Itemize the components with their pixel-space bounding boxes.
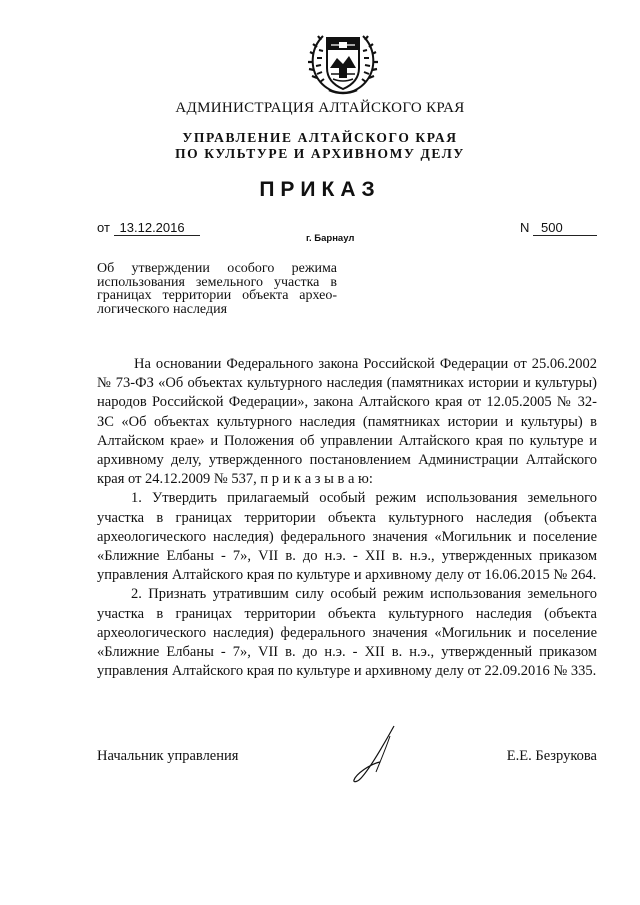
document-type-title: ПРИКАЗ xyxy=(259,178,381,201)
document-subject xyxy=(97,262,337,316)
department-line-2: ПО КУЛЬТУРЕ И АРХИВНОМУ ДЕЛУ xyxy=(175,146,465,161)
subject-line: использования земельного участка в xyxy=(97,274,337,290)
number-prefix: N xyxy=(520,220,530,235)
signatory-title: Начальник управления xyxy=(97,748,239,764)
order-item-1: 1. Утвердить прилагаемый особый режим использования земельного участка в границах территории объекта культурного наследия (объекта археологического наследия) федерального значения «Могильник и поселение «Ближние Елбаны - 7», VII в. до н.э. - XII в. н.э., утвержденных приказом управления Алтайского края по культуре и архивному делу от 16.06.2015 № 264. xyxy=(97,490,597,584)
subject-line: границах территории объекта архео- xyxy=(97,288,337,303)
city-label: г. Барнаул xyxy=(306,233,355,244)
handwritten-signature xyxy=(346,722,402,784)
signatory-name: Е.Е. Безрукова xyxy=(506,748,597,764)
coat-of-arms-icon xyxy=(305,28,381,96)
date-field xyxy=(97,220,200,236)
subject-line: логического наследия xyxy=(97,301,228,317)
preamble-paragraph: На основании Федерального закона Российской Федерации от 25.06.2002 № 73-ФЗ «Об объектах культурного наследия (памятниках истории и культуры) народов Российской Федерации», закона Алтайского края от 12.05.2005 № 32-ЗС «Об объектах культурного наследия (памятниках истории и культуры) в Алтайском крае» и Положения об управлении Алтайского края по культуре и архивному делу, утвержденного постановлением Администрации Алтайского края от 24.12.2009 № 537, п р и к а з ы в а ю: xyxy=(97,356,597,488)
number-value: 500 xyxy=(533,220,597,236)
date-value: 13.12.2016 xyxy=(114,220,200,236)
subject-line: Об утверждении особого режима xyxy=(97,261,337,276)
document-body xyxy=(97,355,597,681)
number-field xyxy=(520,220,597,236)
organization-name: АДМИНИСТРАЦИЯ АЛТАЙСКОГО КРАЯ xyxy=(175,100,465,116)
order-item-2: 2. Признать утратившим силу особый режим использования земельного участка в границах территории объекта культурного наследия (объекта археологического наследия) федерального значения «Могильник и поселение «Ближние Елбаны - 7», VII в. до н.э. - XII в. н.э., утвержденный приказом управления Алтайского края по культуре и архивному делу от 22.09.2016 № 335. xyxy=(97,586,597,680)
date-prefix: от xyxy=(97,220,110,235)
department-line-1: УПРАВЛЕНИЕ АЛТАЙСКОГО КРАЯ xyxy=(182,130,458,145)
